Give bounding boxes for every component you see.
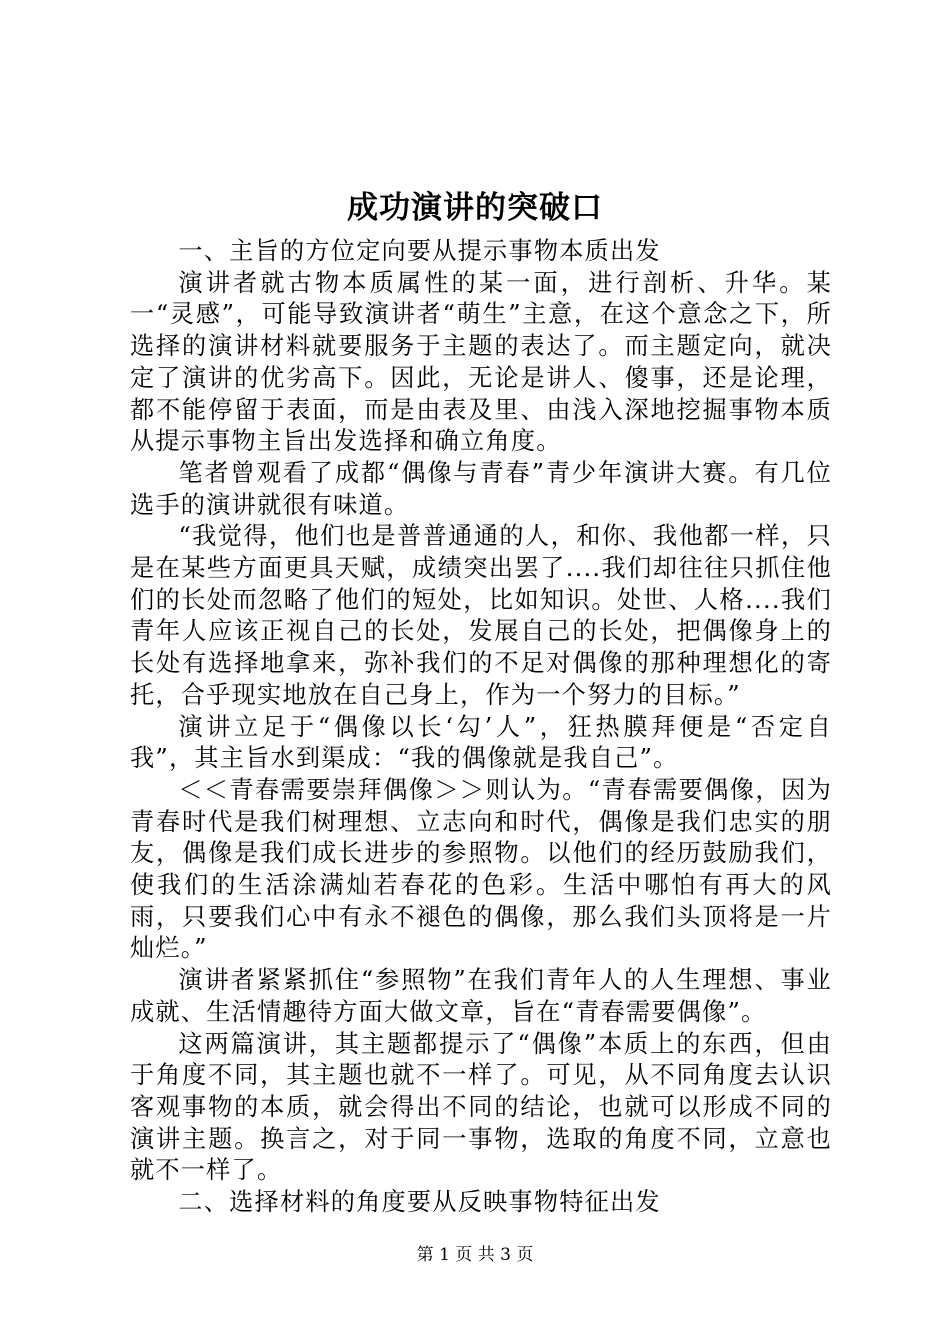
document-title: 成功演讲的突破口 — [347, 190, 603, 226]
quote-paragraph: ＜＜青春需要崇拜偶像＞＞则认为。“青春需要偶像，因为青春时代是我们树理想、立志向和时代，偶像是我们忠实的朋友，偶像是我们成长进步的参照物。以他们的经历鼓励我们，使我们的生活涂满灿若春花的色彩。生活中哪怕有再大的风雨，只要我们心中有永不褪色的偶像，那么我们头顶将是一片灿烂。” — [130, 775, 832, 963]
paragraph: 演讲立足于“偶像以长‘勾’人”，狂热膜拜便是“否定自我”，其主旨水到渠成：“我的偶像就是我自己”。 — [130, 712, 832, 773]
paragraph: 笔者曾观看了成都“偶像与青春”青少年演讲大赛。有几位选手的演讲就很有味道。 — [130, 458, 832, 519]
page-footer: 第 1 页 共 3 页 — [416, 1245, 534, 1265]
document-body — [130, 236, 832, 1219]
paragraph: 演讲者就古物本质属性的某一面，进行剖析、升华。某一“灵感”，可能导致演讲者“萌生”主意，在这个意念之下，所选择的演讲材料就要服务于主题的表达了。而主题定向，就决定了演讲的优劣高下。因此，无论是讲人、傻事，还是论理，都不能停留于表面，而是由表及里、由浅入深地挖掘事物本质从提示事物主旨出发选择和确立角度。 — [130, 268, 832, 456]
paragraph: 演讲者紧紧抓住“参照物”在我们青年人的人生理想、事业成就、生活情趣待方面大做文章，旨在“青春需要偶像”。 — [130, 966, 832, 1026]
quote-paragraph: “我觉得，他们也是普普通通的人，和你、我他都一样，只是在某些方面更具天赋，成绩突出罢了....我们却往往只抓住他们的长处而忽略了他们的短处，比如知识。处世、人格....我们青年人应该正视自己的长处，发展自己的长处，把偶像身上的长处有选择地拿来，弥补我们的不足对偶像的那种理想化的寄托，合乎现实地放在自己身上，作为一个努力的目标。” — [130, 522, 832, 709]
section-heading-2: 二、选择材料的角度要从反映事物特征出发 — [178, 1188, 661, 1217]
section-heading-1: 一、主旨的方位定向要从提示事物本质出发 — [178, 237, 661, 265]
paragraph: 这两篇演讲，其主题都提示了“偶像”本质上的东西，但由于角度不同，其主题也就不一样了。可见，从不同角度去认识客观事物的本质，就会得出不同的结论，也就可以形成不同的演讲主题。换言之，对于同一事物，选取的角度不同，立意也就不一样了。 — [130, 1029, 832, 1185]
